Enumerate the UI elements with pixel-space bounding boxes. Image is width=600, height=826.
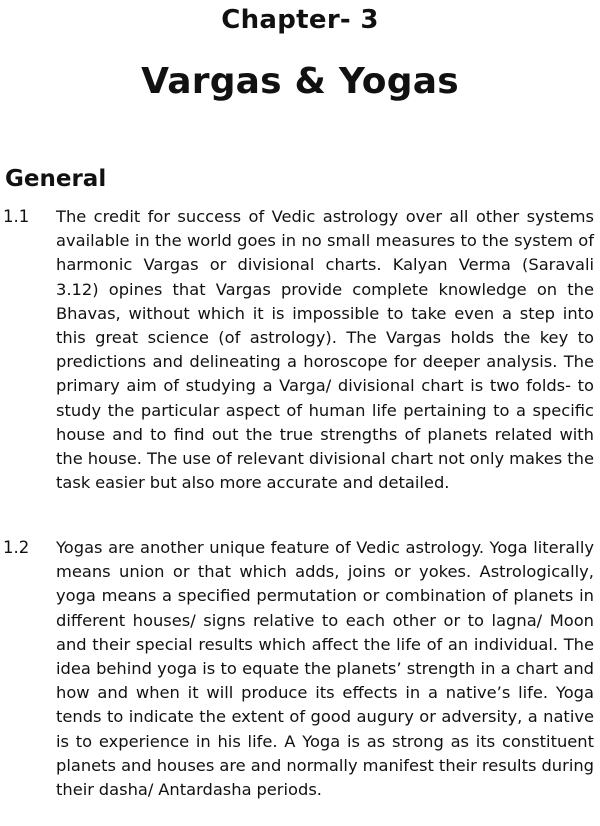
paragraph-number: 1.2 [3,538,30,557]
page-title: Vargas & Yogas [141,61,459,102]
paragraph-number: 1.1 [3,207,30,226]
chapter-label: Chapter- 3 [221,5,379,35]
section-heading: General [5,166,107,192]
paragraph-1-1 [0,205,600,520]
paragraph-text: Yogas are another unique feature of Vedic astrology. Yoga literally means union or that which adds, joins or yokes. Astrologically, yoga means a specified permutation or combination of planets in different houses/ signs relative to each other or to lagna/ Moon and their special results which affect the life of an individual. The idea behind yoga is to equate the planets’ strength in a chart and how and when it will produce its effects in a native’s life. Yoga tends to indicate the extent of good augury or adversity, a native is to experience in his life. A Yoga is as strong as its constituent planets and houses are and normally manifest their results during their dasha/ Antardasha periods. [56,538,594,800]
paragraph-text: The credit for success of Vedic astrology over all other systems available in the world goes in no small measures to the system of harmonic Vargas or divisional charts. Kalyan Verma (Saravali 3.12) opines that Vargas provide complete knowledge on the Bhavas, without which it is impossible to take even a step into this great science (of astrology). The Vargas holds the key to predictions and delineating a horoscope for deeper analysis. The primary aim of studying a Varga/ divisional chart is two folds- to study the particular aspect of human life pertaining to a specific house and to find out the true strengths of planets related with the house. The use of relevant divisional chart not only makes the task easier but also more accurate and detailed. [56,207,594,493]
paragraph-1-2 [0,536,600,826]
